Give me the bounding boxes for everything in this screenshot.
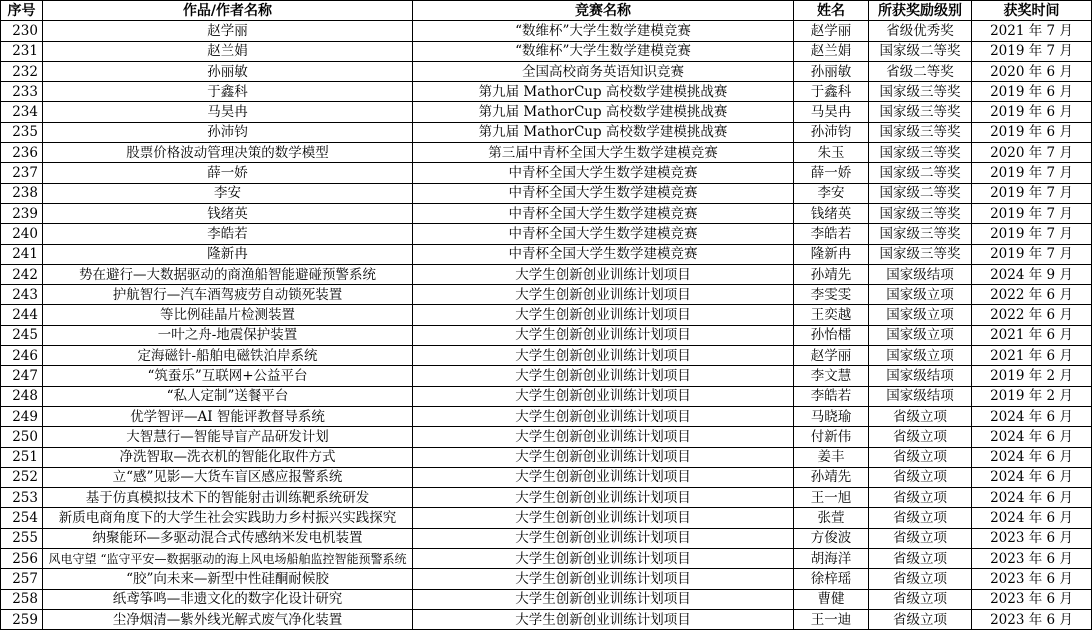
- cell-award-time: 2019 年 7 月: [972, 224, 1092, 244]
- header-competition: 竞赛名称: [413, 1, 794, 21]
- cell-index: 240: [1, 224, 43, 244]
- cell-index: 251: [1, 447, 43, 467]
- cell-award-level: 国家级立项: [869, 346, 972, 366]
- cell-award-time: 2020 年 7 月: [972, 143, 1092, 163]
- table-row: [1, 325, 1092, 345]
- cell-index: 248: [1, 386, 43, 406]
- cell-name: 李文慧: [794, 366, 869, 386]
- cell-index: 236: [1, 143, 43, 163]
- cell-work-author: “胶”向未来—新型中性硅酮耐候胶: [43, 569, 413, 589]
- cell-award-time: 2024 年 6 月: [972, 488, 1092, 508]
- cell-competition: 大学生创新创业训练计划项目: [413, 549, 794, 569]
- table-row: [1, 264, 1092, 284]
- cell-work-author: “私人定制”送餐平台: [43, 386, 413, 406]
- table-row: [1, 549, 1092, 569]
- cell-name: 曹健: [794, 589, 869, 609]
- cell-work-author: 马昊冉: [43, 102, 413, 122]
- cell-work-author: 大智慧行—智能导盲产品研发计划: [43, 427, 413, 447]
- cell-work-author: 股票价格波动管理决策的数学模型: [43, 143, 413, 163]
- cell-award-time: 2023 年 6 月: [972, 549, 1092, 569]
- cell-work-author: 隆新冉: [43, 244, 413, 264]
- cell-competition: 中青杯全国大学生数学建模竞赛: [413, 244, 794, 264]
- cell-award-time: 2019 年 7 月: [972, 41, 1092, 61]
- cell-index: 242: [1, 264, 43, 284]
- cell-award-level: 国家级二等奖: [869, 163, 972, 183]
- table-row: [1, 21, 1092, 41]
- cell-award-level: 国家级二等奖: [869, 41, 972, 61]
- cell-award-level: 国家级三等奖: [869, 203, 972, 223]
- cell-award-level: 省级二等奖: [869, 61, 972, 81]
- cell-award-time: 2019 年 7 月: [972, 183, 1092, 203]
- cell-work-author: 纳聚能环—多驱动混合式传感纳米发电机装置: [43, 528, 413, 548]
- cell-award-level: 国家级二等奖: [869, 183, 972, 203]
- cell-award-time: 2023 年 6 月: [972, 589, 1092, 609]
- cell-award-level: 国家级三等奖: [869, 224, 972, 244]
- cell-competition: 大学生创新创业训练计划项目: [413, 427, 794, 447]
- cell-award-time: 2019 年 7 月: [972, 244, 1092, 264]
- table-row: [1, 386, 1092, 406]
- cell-index: 232: [1, 61, 43, 81]
- cell-index: 247: [1, 366, 43, 386]
- cell-index: 231: [1, 41, 43, 61]
- cell-competition: 大学生创新创业训练计划项目: [413, 508, 794, 528]
- cell-name: 隆新冉: [794, 244, 869, 264]
- cell-competition: 大学生创新创业训练计划项目: [413, 488, 794, 508]
- cell-award-time: 2019 年 6 月: [972, 102, 1092, 122]
- header-award-time: 获奖时间: [972, 1, 1092, 21]
- cell-index: 238: [1, 183, 43, 203]
- cell-award-level: 国家级三等奖: [869, 102, 972, 122]
- table-row: [1, 346, 1092, 366]
- cell-name: 薛一娇: [794, 163, 869, 183]
- cell-work-author: 定海磁针-船舶电磁铁泊岸系统: [43, 346, 413, 366]
- table-row: [1, 406, 1092, 426]
- cell-name: 马昊冉: [794, 102, 869, 122]
- cell-work-author: 风电守望 “监守平安—数据驱动的海上风电场船舶监控智能预警系统: [43, 549, 413, 569]
- cell-award-time: 2020 年 6 月: [972, 61, 1092, 81]
- table-row: [1, 224, 1092, 244]
- cell-competition: 第九届 MathorCup 高校数学建模挑战赛: [413, 82, 794, 102]
- table-row: [1, 488, 1092, 508]
- table-row: [1, 244, 1092, 264]
- table-row: [1, 305, 1092, 325]
- cell-index: 237: [1, 163, 43, 183]
- cell-competition: 大学生创新创业训练计划项目: [413, 447, 794, 467]
- cell-competition: “数维杯”大学生数学建模竞赛: [413, 21, 794, 41]
- cell-competition: 大学生创新创业训练计划项目: [413, 325, 794, 345]
- cell-index: 256: [1, 549, 43, 569]
- cell-index: 243: [1, 285, 43, 305]
- cell-award-time: 2019 年 2 月: [972, 386, 1092, 406]
- cell-work-author: 优学智评—AI 智能评教督导系统: [43, 406, 413, 426]
- cell-award-time: 2023 年 6 月: [972, 569, 1092, 589]
- cell-award-time: 2022 年 6 月: [972, 285, 1092, 305]
- cell-award-level: 省级立项: [869, 569, 972, 589]
- cell-award-level: 国家级三等奖: [869, 122, 972, 142]
- cell-award-time: 2024 年 6 月: [972, 447, 1092, 467]
- header-name: 姓名: [794, 1, 869, 21]
- cell-name: 王一旭: [794, 488, 869, 508]
- cell-index: 235: [1, 122, 43, 142]
- cell-award-level: 国家级立项: [869, 305, 972, 325]
- header-award-level: 所获奖励级别: [869, 1, 972, 21]
- cell-award-level: 省级立项: [869, 488, 972, 508]
- cell-name: 孙靖先: [794, 467, 869, 487]
- cell-competition: 大学生创新创业训练计划项目: [413, 366, 794, 386]
- cell-name: 方俊波: [794, 528, 869, 548]
- cell-competition: “数维杯”大学生数学建模竞赛: [413, 41, 794, 61]
- cell-award-level: 省级立项: [869, 609, 972, 629]
- cell-index: 252: [1, 467, 43, 487]
- table-row: [1, 122, 1092, 142]
- cell-name: 孙沛钧: [794, 122, 869, 142]
- cell-competition: 中青杯全国大学生数学建模竞赛: [413, 183, 794, 203]
- header-work-author: 作品/作者名称: [43, 1, 413, 21]
- cell-work-author: 尘净烟清—紫外线光解式废气净化装置: [43, 609, 413, 629]
- cell-award-level: 国家级三等奖: [869, 143, 972, 163]
- cell-name: 赵学丽: [794, 346, 869, 366]
- cell-work-author: 孙沛钧: [43, 122, 413, 142]
- cell-index: 250: [1, 427, 43, 447]
- cell-competition: 大学生创新创业训练计划项目: [413, 285, 794, 305]
- table-row: [1, 82, 1092, 102]
- table-row: [1, 589, 1092, 609]
- cell-index: 245: [1, 325, 43, 345]
- cell-work-author: 孙丽敏: [43, 61, 413, 81]
- header-index: 序号: [1, 1, 43, 21]
- cell-name: 于鑫科: [794, 82, 869, 102]
- cell-name: 李皓若: [794, 224, 869, 244]
- cell-competition: 大学生创新创业训练计划项目: [413, 528, 794, 548]
- cell-work-author: 立“感”见影—大货车盲区感应报警系统: [43, 467, 413, 487]
- cell-index: 253: [1, 488, 43, 508]
- cell-competition: 大学生创新创业训练计划项目: [413, 406, 794, 426]
- table-row: [1, 183, 1092, 203]
- cell-name: 李皓若: [794, 386, 869, 406]
- cell-index: 234: [1, 102, 43, 122]
- cell-award-time: 2024 年 6 月: [972, 467, 1092, 487]
- cell-index: 259: [1, 609, 43, 629]
- cell-index: 230: [1, 21, 43, 41]
- cell-award-time: 2024 年 9 月: [972, 264, 1092, 284]
- cell-competition: 大学生创新创业训练计划项目: [413, 569, 794, 589]
- cell-award-time: 2019 年 6 月: [972, 82, 1092, 102]
- cell-award-time: 2024 年 6 月: [972, 406, 1092, 426]
- cell-competition: 大学生创新创业训练计划项目: [413, 386, 794, 406]
- cell-competition: 第九届 MathorCup 高校数学建模挑战赛: [413, 122, 794, 142]
- table-row: [1, 285, 1092, 305]
- cell-work-author: 赵兰娟: [43, 41, 413, 61]
- cell-name: 李安: [794, 183, 869, 203]
- cell-award-level: 国家级结项: [869, 366, 972, 386]
- cell-work-author: 基于仿真模拟技术下的智能射击训练靶系统研发: [43, 488, 413, 508]
- cell-index: 239: [1, 203, 43, 223]
- cell-work-author: 净洗智取—洗衣机的智能化取件方式: [43, 447, 413, 467]
- cell-name: 马晓瑜: [794, 406, 869, 426]
- cell-competition: 大学生创新创业训练计划项目: [413, 609, 794, 629]
- cell-award-level: 省级立项: [869, 467, 972, 487]
- cell-name: 姜丰: [794, 447, 869, 467]
- cell-work-author: 李安: [43, 183, 413, 203]
- cell-competition: 大学生创新创业训练计划项目: [413, 264, 794, 284]
- cell-award-time: 2019 年 7 月: [972, 163, 1092, 183]
- cell-name: 王奕越: [794, 305, 869, 325]
- cell-award-level: 省级立项: [869, 406, 972, 426]
- cell-competition: 全国高校商务英语知识竞赛: [413, 61, 794, 81]
- cell-name: 赵兰娟: [794, 41, 869, 61]
- table-row: [1, 61, 1092, 81]
- cell-award-level: 省级立项: [869, 528, 972, 548]
- cell-award-level: 国家级立项: [869, 285, 972, 305]
- table-row: [1, 41, 1092, 61]
- cell-work-author: 于鑫科: [43, 82, 413, 102]
- cell-award-time: 2019 年 6 月: [972, 122, 1092, 142]
- cell-index: 257: [1, 569, 43, 589]
- cell-work-author: 新质电商角度下的大学生社会实践助力乡村振兴实践探究: [43, 508, 413, 528]
- cell-award-level: 国家级结项: [869, 386, 972, 406]
- cell-award-level: 省级立项: [869, 447, 972, 467]
- cell-competition: 第九届 MathorCup 高校数学建模挑战赛: [413, 102, 794, 122]
- cell-index: 258: [1, 589, 43, 609]
- cell-name: 孙靖先: [794, 264, 869, 284]
- cell-name: 钱绪英: [794, 203, 869, 223]
- table-row: [1, 528, 1092, 548]
- cell-name: 付新伟: [794, 427, 869, 447]
- cell-name: 胡海洋: [794, 549, 869, 569]
- table-row: [1, 143, 1092, 163]
- cell-competition: 中青杯全国大学生数学建模竞赛: [413, 163, 794, 183]
- table-row: [1, 467, 1092, 487]
- cell-award-time: 2023 年 6 月: [972, 609, 1092, 629]
- cell-index: 254: [1, 508, 43, 528]
- cell-competition: 大学生创新创业训练计划项目: [413, 346, 794, 366]
- cell-name: 徐梓瑶: [794, 569, 869, 589]
- cell-competition: 大学生创新创业训练计划项目: [413, 589, 794, 609]
- cell-work-author: 纸鸢筝鸣—非遗文化的数字化设计研究: [43, 589, 413, 609]
- cell-award-time: 2021 年 6 月: [972, 325, 1092, 345]
- cell-index: 255: [1, 528, 43, 548]
- cell-award-time: 2022 年 6 月: [972, 305, 1092, 325]
- cell-index: 233: [1, 82, 43, 102]
- table-row: [1, 203, 1092, 223]
- cell-award-time: 2023 年 6 月: [972, 528, 1092, 548]
- table-row: [1, 366, 1092, 386]
- cell-award-level: 省级立项: [869, 427, 972, 447]
- cell-award-level: 国家级立项: [869, 325, 972, 345]
- cell-name: 赵学丽: [794, 21, 869, 41]
- cell-name: 李雯雯: [794, 285, 869, 305]
- cell-name: 孙怡檑: [794, 325, 869, 345]
- cell-award-time: 2021 年 6 月: [972, 346, 1092, 366]
- table-row: [1, 163, 1092, 183]
- cell-award-time: 2021 年 7 月: [972, 21, 1092, 41]
- table-row: [1, 609, 1092, 629]
- cell-index: 244: [1, 305, 43, 325]
- cell-work-author: 钱绪英: [43, 203, 413, 223]
- header-row: [1, 1, 1092, 21]
- cell-name: 王一迪: [794, 609, 869, 629]
- cell-award-time: 2024 年 6 月: [972, 508, 1092, 528]
- cell-award-time: 2019 年 2 月: [972, 366, 1092, 386]
- cell-work-author: 势在避行—大数据驱动的商渔船智能避碰预警系统: [43, 264, 413, 284]
- cell-award-time: 2024 年 6 月: [972, 427, 1092, 447]
- table-row: [1, 508, 1092, 528]
- cell-work-author: 薛一娇: [43, 163, 413, 183]
- cell-award-level: 国家级三等奖: [869, 82, 972, 102]
- cell-index: 249: [1, 406, 43, 426]
- cell-index: 241: [1, 244, 43, 264]
- cell-work-author: 一叶之舟-地震保护装置: [43, 325, 413, 345]
- cell-work-author: 等比例硅晶片检测装置: [43, 305, 413, 325]
- cell-work-author: 赵学丽: [43, 21, 413, 41]
- cell-name: 张萱: [794, 508, 869, 528]
- cell-competition: 第三届中青杯全国大学生数学建模竞赛: [413, 143, 794, 163]
- cell-name: 朱玉: [794, 143, 869, 163]
- cell-award-level: 省级立项: [869, 549, 972, 569]
- cell-work-author: 护航智行—汽车酒驾疲劳自动锁死装置: [43, 285, 413, 305]
- cell-competition: 中青杯全国大学生数学建模竞赛: [413, 203, 794, 223]
- table-row: [1, 569, 1092, 589]
- cell-award-time: 2019 年 7 月: [972, 203, 1092, 223]
- cell-competition: 中青杯全国大学生数学建模竞赛: [413, 224, 794, 244]
- cell-name: 孙丽敏: [794, 61, 869, 81]
- cell-award-level: 省级立项: [869, 589, 972, 609]
- cell-competition: 大学生创新创业训练计划项目: [413, 467, 794, 487]
- cell-award-level: 省级立项: [869, 508, 972, 528]
- table-row: [1, 447, 1092, 467]
- cell-work-author: “筑蚕乐”互联网+公益平台: [43, 366, 413, 386]
- cell-award-level: 省级优秀奖: [869, 21, 972, 41]
- cell-award-level: 国家级结项: [869, 264, 972, 284]
- cell-index: 246: [1, 346, 43, 366]
- cell-competition: 大学生创新创业训练计划项目: [413, 305, 794, 325]
- cell-work-author: 李皓若: [43, 224, 413, 244]
- table-row: [1, 427, 1092, 447]
- table-row: [1, 102, 1092, 122]
- cell-award-level: 国家级三等奖: [869, 244, 972, 264]
